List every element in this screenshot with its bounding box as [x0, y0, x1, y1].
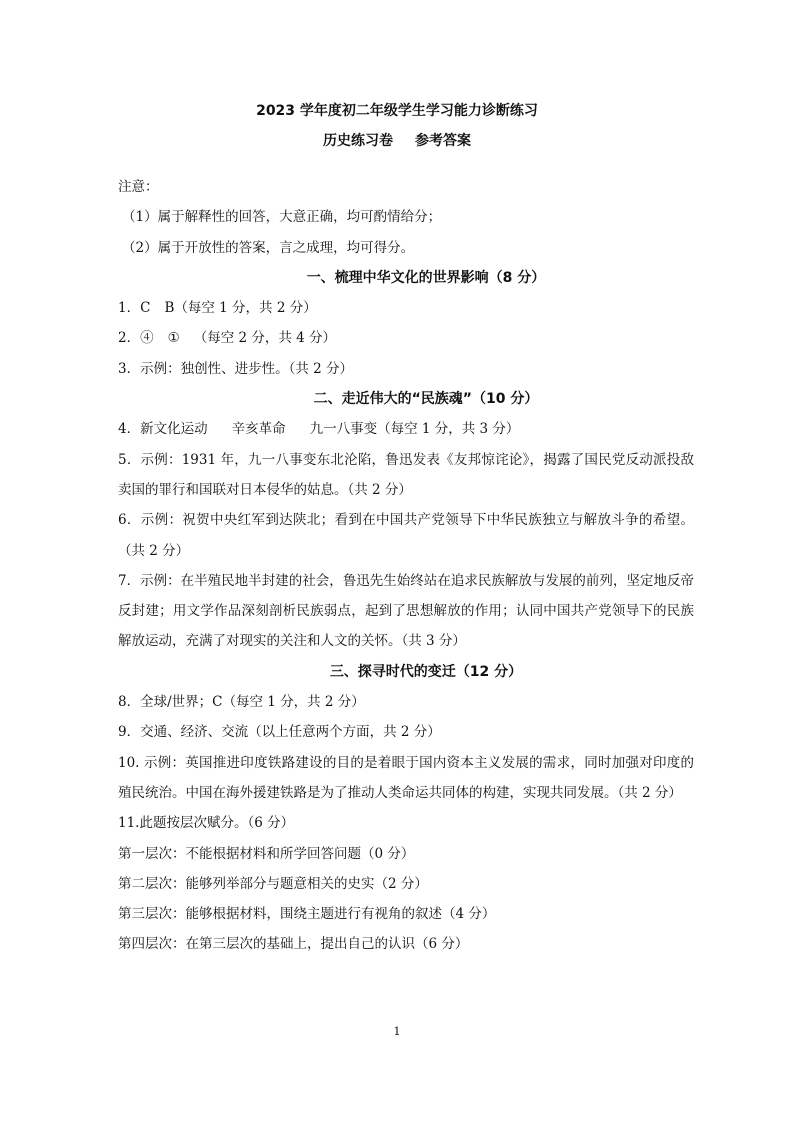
level-1: 第一层次：不能根据材料和所学回答问题（0 分）: [118, 845, 415, 862]
answer-q7: 7．示例：在半殖民地半封建的社会，鲁迅先生始终站在追求民族解放与发展的前列，坚定地反帝反封建；用文学作品深刻剖析民族弱点，起到了思想解放的作用；认同中国共产党领导下的民族解放运动，充满了对现实的关注和人文的关怀。（共 3 分）: [118, 572, 694, 650]
answer-q5: 5．示例：1931 年，九一八事变东北沦陷，鲁迅发表《友邦惊诧论》，揭露了国民党反动派投敌卖国的罪行和国联对日本侵华的姑息。（共 2 分）: [118, 451, 694, 498]
document-body: [118, 172, 694, 960]
section-heading-2: 二、走近伟大的“民族魂”（10 分）: [313, 391, 539, 408]
answer-q3: 3．示例：独创性、进步性。（共 2 分）: [118, 360, 354, 377]
answer-q9: 9．交通、经济、交流（以上任意两个方面，共 2 分）: [118, 724, 441, 741]
level-3: 第三层次：能够根据材料，围绕主题进行有视角的叙述（4 分）: [118, 906, 496, 923]
answer-q1: 1．C B（每空 1 分，共 2 分）: [118, 300, 317, 317]
level-2: 第二层次：能够列举部分与题意相关的史实（2 分）: [118, 875, 428, 892]
subtitle-subject: 历史练习卷: [323, 133, 393, 149]
answer-q10: 10. 示例：英国推进印度铁路建设的目的是着眼于国内资本主义发展的需求，同时加强对印度的殖民统治。中国在海外援建铁路是为了推动人类命运共同体的构建，实现共同发展。（共 2 分）: [118, 754, 694, 801]
note-item-2: （2）属于开放性的答案，言之成理，均可得分。: [122, 239, 415, 256]
note-item-1: （1）属于解释性的回答，大意正确，均可酌情给分；: [122, 209, 442, 226]
subtitle-answer-key: 参考答案: [415, 133, 471, 149]
section-heading-3: 三、探寻时代的变迁（12 分）: [329, 663, 523, 680]
page-number: 1: [393, 1025, 401, 1038]
answer-q11: 11.此题按层次赋分。（6 分）: [118, 815, 295, 832]
answer-q4: 4．新文化运动 辛亥革命 九一八事变（每空 1 分，共 3 分）: [118, 421, 520, 438]
section-heading-1: 一、梳理中华文化的世界影响（8 分）: [306, 269, 546, 286]
document-subtitle: [0, 131, 794, 151]
answer-q6: 6．示例：祝贺中央红军到达陕北；看到在中国共产党领导下中华民族独立与解放斗争的希望。（共 2 分）: [118, 512, 694, 559]
answer-q2: 2．④ ① （每空 2 分，共 4 分）: [118, 330, 337, 347]
notes-label: 注意：: [118, 179, 159, 195]
answer-q8: 8．全球/世界；C（每空 1 分，共 2 分）: [118, 694, 365, 711]
document-title: 2023 学年度初二年级学生学习能力诊断练习: [256, 103, 538, 119]
level-4: 第四层次：在第三层次的基础上，提出自己的认识（6 分）: [118, 936, 469, 953]
